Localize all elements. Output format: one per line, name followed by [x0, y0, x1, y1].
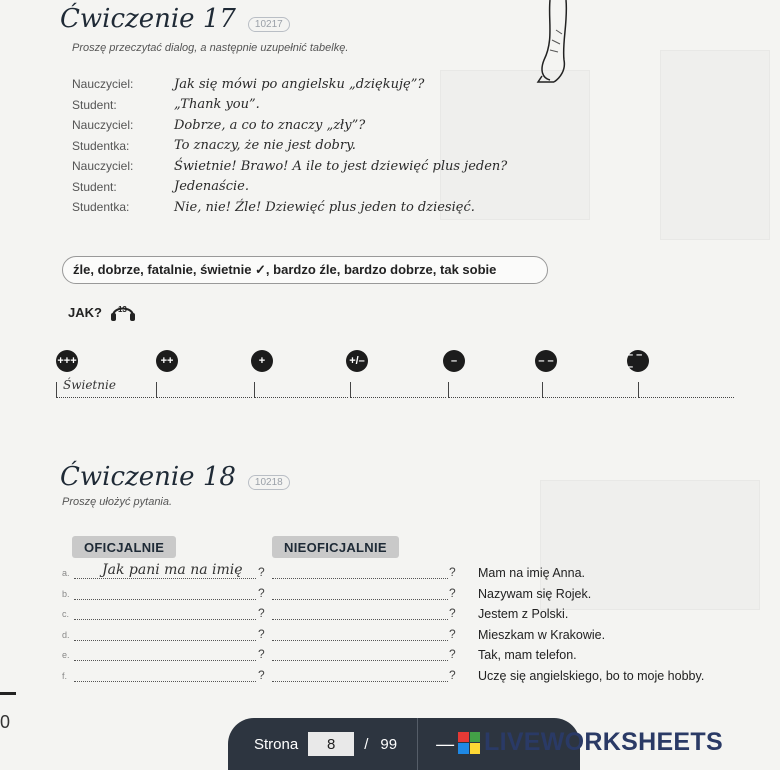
exercise-17-title: Ćwiczenie 17 — [60, 4, 236, 34]
dialog-row — [72, 156, 507, 177]
row-response: Tak, mam telefon. — [478, 648, 577, 662]
logo-cell — [458, 732, 469, 743]
row-response: Jestem z Polski. — [478, 607, 569, 621]
exercise-17-code: 10217 — [248, 17, 290, 32]
question-mark: ? — [449, 585, 456, 600]
pager-dash: — — [436, 733, 455, 754]
track-number: 13 — [117, 305, 127, 314]
question-mark: ? — [258, 606, 265, 620]
dialog-line: Dobrze, a co to znaczy „zły”? — [174, 117, 366, 133]
row-letter: b. — [62, 588, 70, 599]
dialog-speaker: Student: — [72, 97, 117, 112]
official-answer-field[interactable] — [74, 562, 256, 579]
jak-label: JAK? — [68, 305, 102, 320]
logo-cell — [470, 743, 481, 754]
question-mark: ? — [258, 626, 265, 641]
dialog-line: Świetnie! Brawo! A ile to jest dziewięć plus jeden? — [174, 158, 508, 174]
dialog — [72, 74, 507, 218]
ghost-block — [660, 50, 770, 240]
question-row — [62, 605, 742, 626]
question-row — [62, 646, 742, 667]
row-letter: e. — [62, 650, 70, 660]
dialog-line: Jedenaście. — [174, 179, 249, 195]
unofficial-answer-field[interactable] — [272, 587, 448, 600]
rating-badge: – — [443, 350, 465, 372]
rating-badge: – – – — [627, 350, 649, 372]
unofficial-answer-field[interactable] — [272, 566, 448, 579]
word-bank: źle, dobrze, fatalnie, świetnie ✓, bardzo źle, bardzo dobrze, tak sobie — [62, 256, 548, 284]
row-response: Mam na imię Anna. — [478, 566, 585, 580]
dialog-line: „Thank you”. — [174, 97, 260, 113]
rating-scale — [57, 349, 740, 380]
official-answer-field[interactable] — [74, 648, 256, 661]
pager-total: 99 — [380, 735, 398, 753]
official-answer-field[interactable] — [74, 669, 256, 682]
official-answer-field[interactable] — [74, 607, 256, 620]
row-letter: d. — [62, 629, 70, 640]
dialog-speaker: Nauczyciel: — [72, 118, 134, 133]
question-mark: ? — [258, 667, 265, 682]
rating-badge: ++ — [156, 350, 178, 372]
dialog-speaker: Nauczyciel: — [72, 159, 134, 174]
question-mark: ? — [258, 565, 265, 579]
exercise-18-instruction: Proszę ułożyć pytania. — [62, 496, 173, 508]
logo-grid-icon — [458, 732, 480, 754]
row-response: Mieszkam w Krakowie. — [478, 627, 606, 642]
dialog-line: Nie, nie! Źle! Dziewięć plus jeden to dziesięć. — [174, 199, 475, 215]
row-response: Uczę się angielskiego, bo to moje hobby. — [478, 668, 705, 683]
page-input[interactable] — [308, 732, 354, 756]
exercise-17-instruction: Proszę przeczytać dialog, a następnie uzupełnić tabelkę. — [72, 42, 349, 54]
unofficial-answer-field[interactable] — [272, 628, 448, 641]
exercise-17-header — [60, 4, 290, 34]
rating-slot[interactable] — [542, 382, 636, 398]
row-letter: a. — [62, 568, 70, 578]
illustration-legs — [520, 0, 590, 84]
pager-divider — [417, 718, 418, 770]
dialog-speaker: Student: — [72, 179, 117, 194]
rating-slot[interactable] — [448, 382, 540, 398]
question-mark: ? — [449, 667, 456, 682]
rating-slot[interactable] — [638, 382, 734, 398]
dialog-speaker: Nauczyciel: — [72, 77, 134, 92]
question-mark: ? — [449, 606, 456, 620]
col-label-unofficial: NIEOFICJALNIE — [272, 536, 399, 558]
exercise-18-header — [60, 462, 290, 492]
rating-slot[interactable] — [56, 378, 154, 398]
question-row — [62, 564, 742, 585]
logo-cell — [470, 732, 481, 743]
question-mark: ? — [449, 626, 456, 641]
dialog-speaker: Studentka: — [72, 138, 130, 153]
dialog-row — [72, 74, 507, 95]
rating-badge: + — [251, 350, 273, 372]
headphones-icon[interactable] — [110, 300, 136, 325]
unofficial-answer-field[interactable] — [272, 607, 448, 620]
dialog-row — [72, 115, 507, 136]
question-row — [62, 585, 742, 606]
dialog-row — [72, 177, 507, 198]
rating-slot[interactable] — [254, 382, 348, 398]
dialog-line: To znaczy, że nie jest dobry. — [174, 138, 356, 154]
logo-cell — [458, 743, 469, 754]
question-mark: ? — [449, 647, 456, 661]
row-letter: f. — [62, 670, 68, 681]
rating-badge: +++ — [56, 350, 78, 372]
dialog-line: Jak się mówi po angielsku „dziękuję”? — [174, 76, 425, 92]
jak-label-row — [68, 300, 136, 325]
liveworksheets-logo[interactable] — [458, 728, 723, 757]
logo-text: LIVEWORKSHEETS — [484, 728, 723, 756]
page-number-bar — [0, 692, 16, 695]
exercise-18-title: Ćwiczenie 18 — [60, 462, 236, 492]
rating-badge: – – — [535, 350, 557, 372]
rating-answer-line — [56, 378, 736, 402]
unofficial-answer-field[interactable] — [272, 669, 448, 682]
question-mark: ? — [449, 565, 456, 579]
question-row — [62, 667, 742, 688]
rating-slot[interactable] — [350, 382, 446, 398]
unofficial-answer-field[interactable] — [272, 648, 448, 661]
row-letter: c. — [62, 609, 70, 619]
row-response: Nazywam się Rojek. — [478, 586, 592, 601]
dialog-speaker: Studentka: — [72, 200, 130, 215]
handwritten-answer: Jak pani ma na imię — [102, 562, 243, 578]
question-rows — [62, 564, 742, 687]
official-answer-field[interactable] — [74, 628, 256, 641]
rating-slot[interactable] — [156, 382, 252, 398]
pager-separator: / — [364, 735, 369, 753]
dialog-row — [72, 95, 507, 116]
question-mark: ? — [258, 585, 265, 600]
question-mark: ? — [258, 647, 265, 661]
question-row — [62, 626, 742, 647]
col-label-official: OFICJALNIE — [72, 536, 176, 558]
page-number: 0 — [0, 712, 11, 732]
rating-answer: Świetnie — [63, 378, 116, 392]
dialog-row — [72, 136, 507, 157]
rating-badge: +/– — [346, 350, 368, 372]
dialog-row — [72, 197, 507, 218]
exercise-18-code: 10218 — [248, 475, 290, 490]
official-answer-field[interactable] — [74, 587, 256, 600]
pager-label: Strona — [254, 735, 299, 753]
